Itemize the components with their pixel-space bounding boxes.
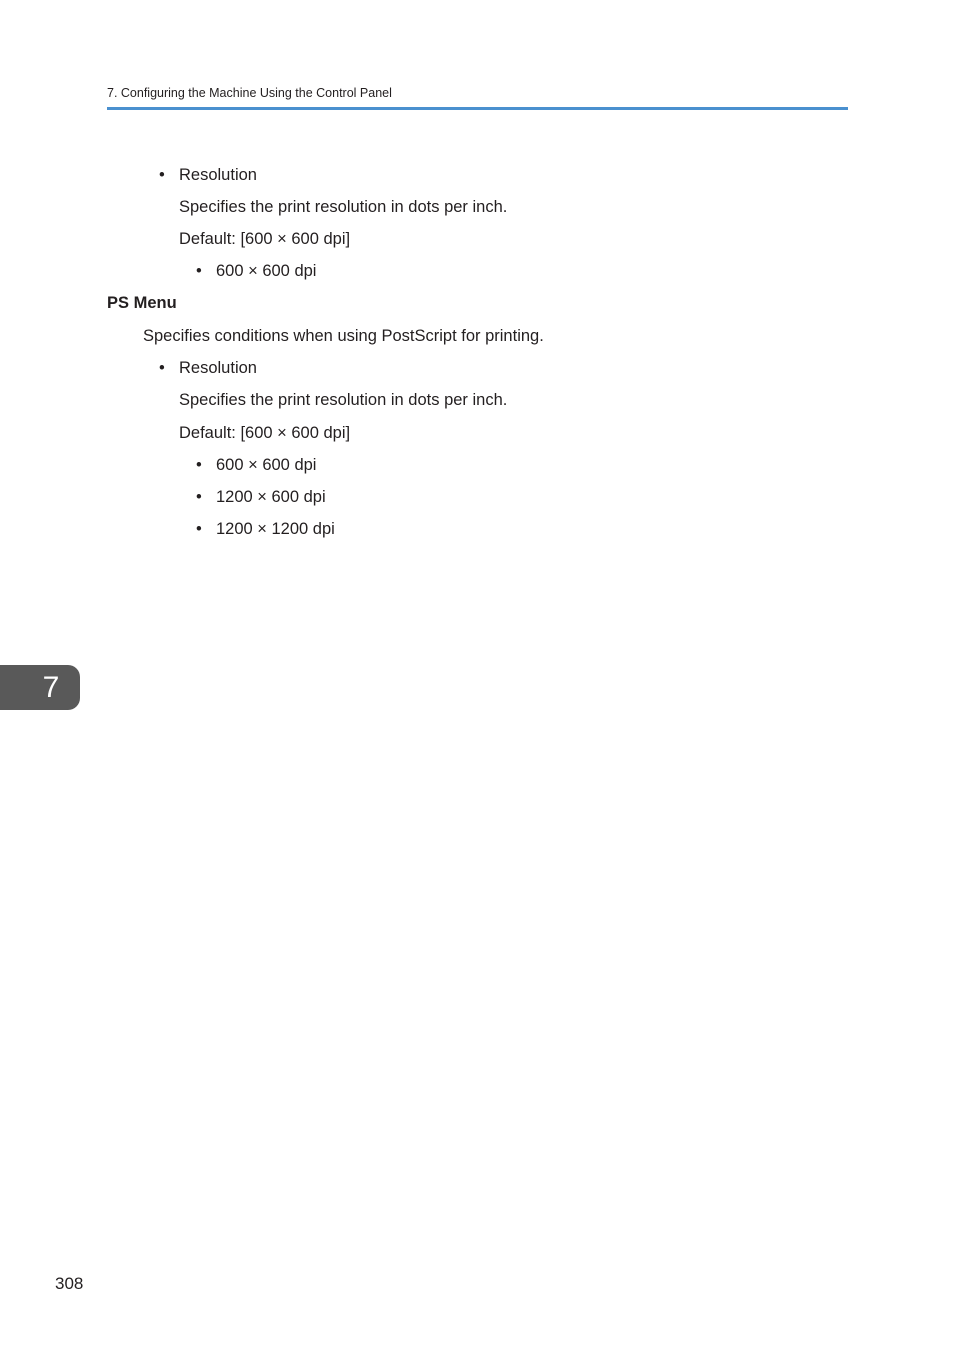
setting-item-resolution: Resolution (179, 359, 257, 377)
setting-item-resolution: Resolution (179, 166, 257, 184)
bullet-glyph: • (196, 262, 202, 280)
bullet-glyph: • (196, 488, 202, 506)
running-header: 7. Configuring the Machine Using the Control Panel (107, 86, 392, 100)
page-number: 308 (55, 1274, 84, 1293)
option-item: 600 × 600 dpi (216, 456, 317, 474)
option-item: 600 × 600 dpi (216, 262, 317, 280)
setting-description: Specifies the print resolution in dots per inch. (179, 391, 508, 409)
header-divider (107, 107, 848, 110)
section-heading-ps-menu: PS Menu (107, 294, 177, 312)
setting-description: Specifies the print resolution in dots per inch. (179, 198, 508, 216)
bullet-glyph: • (196, 456, 202, 474)
setting-default: Default: [600 × 600 dpi] (179, 230, 351, 248)
chapter-tab (0, 665, 80, 710)
setting-default: Default: [600 × 600 dpi] (179, 424, 351, 442)
bullet-glyph: • (196, 520, 202, 538)
bullet-glyph: • (159, 359, 165, 377)
chapter-number: 7 (42, 671, 60, 704)
option-item: 1200 × 1200 dpi (216, 520, 335, 538)
bullet-glyph: • (159, 166, 165, 184)
section-description: Specifies conditions when using PostScript for printing. (143, 327, 544, 345)
option-item: 1200 × 600 dpi (216, 488, 326, 506)
